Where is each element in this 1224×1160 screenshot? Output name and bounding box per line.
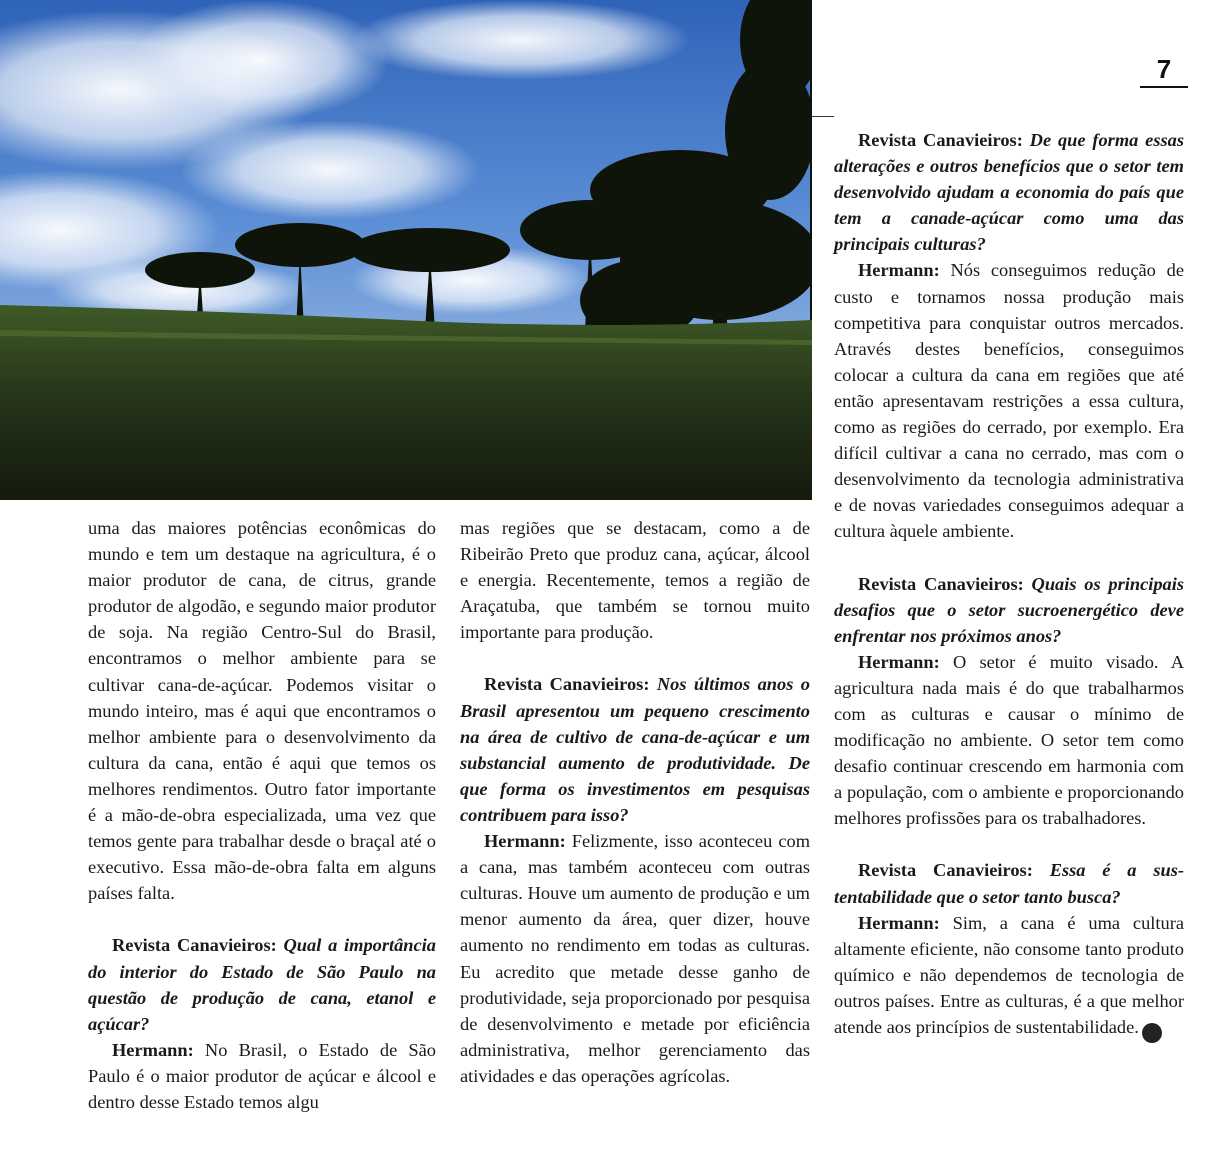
page-number: 7 [1140, 54, 1188, 88]
column-3 [834, 127, 1184, 1043]
question [88, 932, 436, 1036]
answer-text: Felizmente, isso aconteceu com a cana, mas também aconteceu com outras culturas. Houve um aumento de produção e um menor aumento da área, quer dizer, houve aumento no rendimento em todas as culturas. Eu acredito que metade desse ganho de produtividade, seja proporcionado por pesquisa de desenvolvimento e metade por eficiência administrativa, melhor gerenciamento das atividades e das operações agrícolas. [460, 831, 810, 1086]
question-label: Revista Canavieiros: [484, 674, 650, 695]
answer-label: Hermann: [858, 651, 940, 672]
answer-text: Nós conseguimos redução de custo e tornamos nossa produção mais competitiva para conquistar outros mercados. Através destes benefícios, conseguimos colocar a cultura da cana em regiões que até então apresentavam restrições a essa cultura, como as regiões do cerrado, por exemplo. Era difícil cultivar a cana no cerrado, mas com o desenvolvimento da tecnologia administrativa e de novas variedades conseguimos adequar a cultura àquele ambiente. [834, 260, 1184, 542]
answer-text: Sim, a cana é uma cultura altamente eficiente, não consome tanto produto químico e não dependemos de tecnologia de outros países. Entre as culturas, é a que melhor atende aos princípios de sustentabilidade. [834, 912, 1184, 1037]
answer-text: No Brasil, o Estado de São Paulo é o maior produtor de açúcar e álcool e dentro desse Estado temos algu [88, 1039, 436, 1112]
answer-label: Hermann: [112, 1039, 194, 1060]
question-label: Revista Canavieiros: [112, 935, 277, 956]
question-text: Quais os principais desafios que o setor sucroenergético deve enfrentar nos próximos anos? [834, 573, 1185, 646]
question [834, 571, 1184, 649]
landscape-photo [0, 0, 812, 500]
answer-continuation: mas regiões que se destacam, como a de Ribeirão Preto que produz cana, açúcar, álcool e energia. Recentemente, temos a região de Araçatuba, que também se tornou muito importante para produção. [460, 518, 810, 643]
question-label: Revista Canavieiros: [858, 573, 1024, 594]
question-label: Revista Canavieiros: [858, 130, 1023, 150]
photo-illustration [0, 0, 812, 500]
answer-label: Hermann: [858, 260, 940, 281]
answer [460, 828, 810, 1089]
answer [834, 910, 1184, 1043]
answer [834, 649, 1184, 832]
question-text: De que forma essas alterações e outros benefícios que o setor tem desenvolvido ajudam a economia do país que tem a canade-açúcar como uma das principais culturas? [834, 130, 1184, 255]
answer-label: Hermann: [484, 831, 566, 852]
end-of-article-icon: rc [1142, 1023, 1162, 1043]
column-2 [460, 515, 810, 1089]
column-1 [88, 515, 436, 1115]
question [834, 857, 1184, 909]
answer [834, 257, 1184, 544]
answer-text: O setor é muito visado. A agricultura nada mais é do que trabalharmos com as culturas e causar o mínimo de modificação no ambiente. O setor tem como desafio continuar crescendo em harmonia com a população, com o ambiente e proporcionando melhores profissões para os trabalhadores. [834, 651, 1184, 829]
question-text: Essa é a sustentabilidade que o setor tanto busca? [834, 860, 1184, 907]
answer-continuation: uma das maiores potências econômicas do mundo e tem um destaque na agricultura, é o maior produtor de cana, de citrus, grande produtor de algodão, e segundo maior produtor de soja. Na região Centro-Sul do Brasil, encontramos o melhor ambiente para se cultivar cana-de-açúcar. Podemos visitar o mundo inteiro, mas é aqui que encontramos o melhor ambiente para o desenvolvimento da cultura da cana, então é aqui que temos os melhores rendimentos. Outro fator importante é a mão-de-obra especializada, uma vez que temos gente para trabalhar desde o braçal até o executivo. Essa mão-de-obra falta em alguns países falta. [88, 518, 436, 904]
answer-label: Hermann: [858, 912, 940, 933]
photo-rule [812, 116, 834, 117]
question-text: Nos últimos anos o Brasil apresentou um pequeno crescimento na área de cultivo de cana-de-açúcar e um substancial aumento de produtividade. De que forma os investimentos em pesquisas contribuem para isso? [460, 674, 810, 825]
question-label: Revista Canavieiros: [858, 860, 1033, 881]
question-text: Qual a importância do interior do Estado de São Paulo na questão de produção de cana, etanol e açúcar? [88, 935, 436, 1034]
answer [88, 1037, 436, 1115]
question [834, 127, 1184, 257]
question [460, 671, 810, 828]
